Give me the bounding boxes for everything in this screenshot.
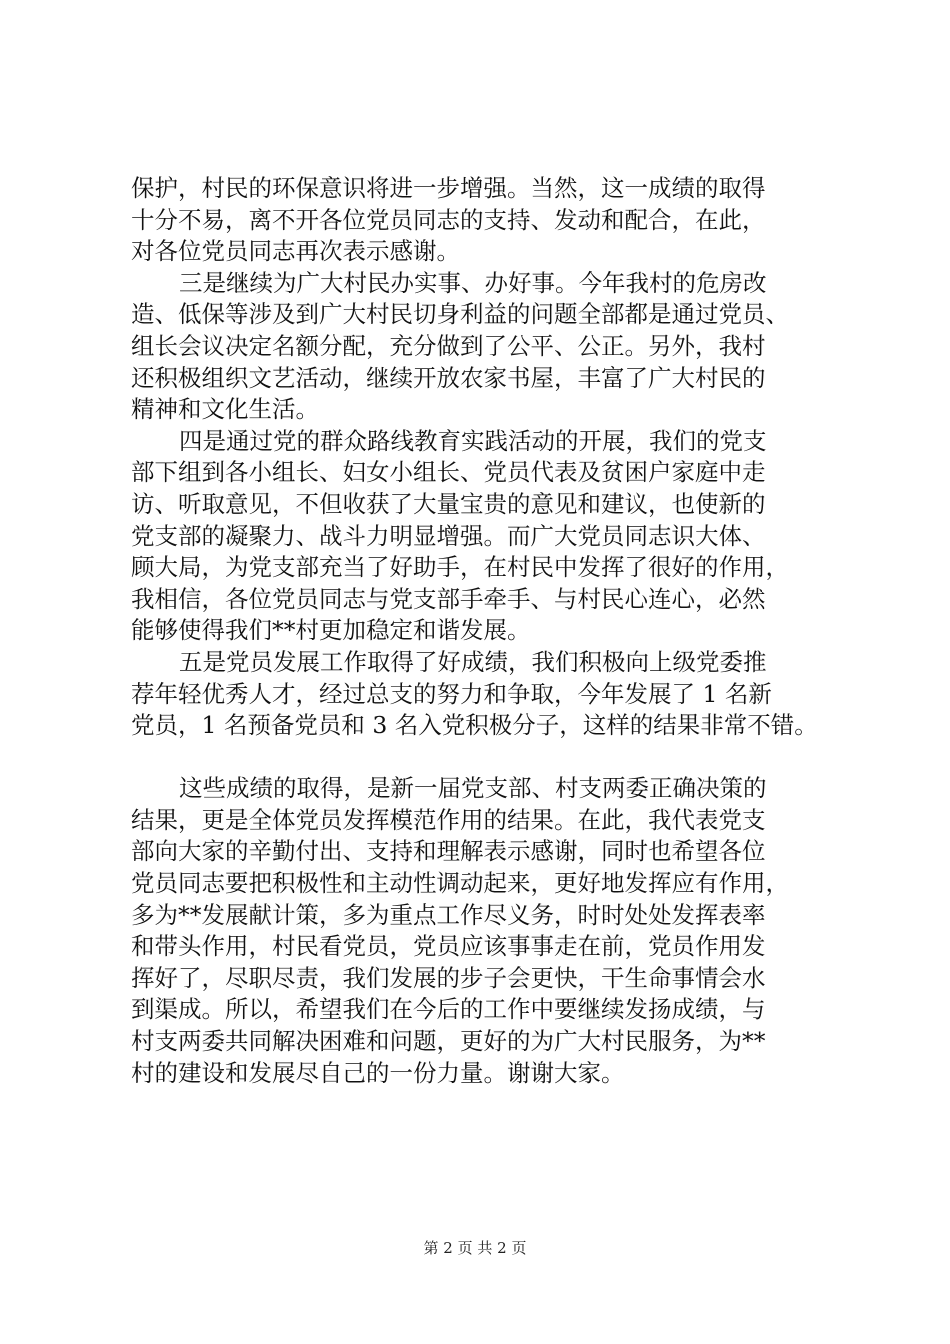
text-line: 荐年轻优秀人才，经过总支的努力和争取，今年发展了 1 名新 (131, 679, 772, 708)
text-line: 访、听取意见，不但收获了大量宝贵的意见和建议，也使新的 (131, 489, 766, 518)
text-line: 结果，更是全体党员发挥模范作用的结果。在此，我代表党支 (131, 805, 766, 834)
text-line: 村支两委共同解决困难和问题，更好的为广大村民服务，为** (131, 1027, 766, 1056)
text-line: 党员同志要把积极性和主动性调动起来，更好地发挥应有作用， (131, 869, 789, 898)
text-line: 保护，村民的环保意识将进一步增强。当然，这一成绩的取得 (131, 174, 766, 202)
text-line: 党员，1 名预备党员和 3 名入党积极分子，这样的结果非常不错。 (131, 711, 818, 740)
text-line: 到渠成。所以，希望我们在今后的工作中要继续发扬成绩，与 (131, 995, 766, 1024)
text-line: 还积极组织文艺活动，继续开放农家书屋，丰富了广大村民的 (131, 363, 766, 392)
text-line: 挥好了，尽职尽责，我们发展的步子会更快，干生命事情会水 (131, 963, 766, 992)
text-line: 对各位党员同志再次表示感谢。 (131, 237, 460, 266)
text-line: 党支部的凝聚力、战斗力明显增强。而广大党员同志识大体、 (131, 521, 766, 550)
paragraph-first-line: 这些成绩的取得，是新一届党支部、村支两委正确决策的 (179, 774, 767, 803)
text-line: 组长会议决定名额分配，充分做到了公平、公正。另外，我村 (131, 331, 766, 360)
text-line: 多为**发展献计策，多为重点工作尽义务，时时处处发挥表率 (131, 900, 766, 929)
text-line: 村的建设和发展尽自己的一份力量。谢谢大家。 (131, 1058, 625, 1087)
paragraph-first-line: 四是通过党的群众路线教育实践活动的开展，我们的党支 (179, 426, 767, 455)
text-line: 顾大局，为党支部充当了好助手，在村民中发挥了很好的作用， (131, 553, 789, 582)
text-line: 我相信，各位党员同志与党支部手牵手、与村民心连心，必然 (131, 584, 766, 613)
paragraph-first-line: 三是继续为广大村民办实事、办好事。今年我村的危房改 (179, 268, 767, 297)
paragraph-gap (131, 742, 821, 774)
text-line: 十分不易，离不开各位党员同志的支持、发动和配合，在此， (131, 205, 766, 234)
text-line: 和带头作用，村民看党员，党员应该事事走在前，党员作用发 (131, 932, 766, 961)
text-line: 能够使得我们**村更加稳定和谐发展。 (131, 616, 531, 645)
text-line: 部向大家的辛勤付出、支持和理解表示感谢，同时也希望各位 (131, 837, 766, 866)
page-number-footer: 第 2 页 共 2 页 (423, 1239, 527, 1257)
text-line: 部下组到各小组长、妇女小组长、党员代表及贫困户家庭中走 (131, 458, 766, 487)
text-line: 造、低保等涉及到广大村民切身利益的问题全部都是通过党员、 (131, 300, 789, 329)
text-line: 精神和文化生活。 (131, 395, 319, 424)
document-body (131, 173, 821, 1089)
paragraph-first-line: 五是党员发展工作取得了好成绩，我们积极向上级党委推 (179, 647, 767, 676)
